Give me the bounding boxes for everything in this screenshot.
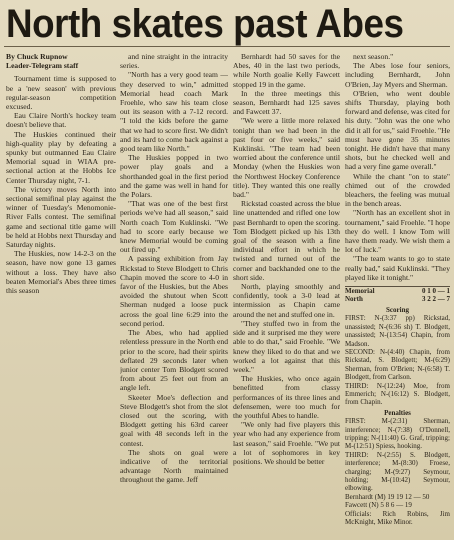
saves-entry: Bernhardt (M) 19 19 12 — 50 [345, 492, 430, 501]
paragraph: North, playing smoothly and confidently, took a 3-0 lead at intermission as Chapin came around the net and stuffed one in. [233, 282, 340, 319]
scoring-entry: SECOND: N-(4:40) Chapin, from Rickstad, S. Blodgett; M-(6:29) Sherman, from O'Brien; N-(6:58) T. Blodgett, from Carlson. [345, 347, 450, 382]
paragraph: next season." [353, 52, 394, 61]
score-team: North [345, 295, 363, 304]
paragraph: "That was one of the best first periods we've had all season," said North coach Tom Kuklinski. "We had to score early because we knew Memorial would be coming out fired up." [120, 199, 228, 255]
paragraph: "The team wants to go to state really bad," said Kuklinski. "They played like it tonight." [345, 254, 450, 282]
paragraph: The Abes, who had applied relentless pressure in the North end prior to the score, had their spirits deflated 29 seconds later when junior center Tom Blodgett scored from about 25 feet out from an angle left. [120, 328, 228, 393]
byline [6, 52, 116, 70]
paragraph: A passing exhibition from Jay Rickstad to Steve Blodgett to Chris Chapin moved the score to 4-0 in favor of the Huskies, but the Abes avoided the shutout when Scott Sherman nudged a loose puck across the goal line 6:29 into the second period. [120, 254, 228, 328]
paragraph: Rickstad coasted across the blue line unattended and rifled one low past Bernhardt to open the scoring. Tom Blodgett picked up his 13th goal of the season with a fine individual effort in which he twisted and turned out of the corner and backhanded one to the short side. [233, 199, 340, 282]
paragraph: "North has a very good team — they deserved to win," admitted Memorial head coach Mark Froehle, who saw his team close out its season with a 7-12 record. "I told the kids before the game that we had to score first. We didn't and its hard to come back against a good team like North." [120, 70, 228, 154]
score-periods: 0 1 0 — 1 [422, 287, 450, 296]
paragraph: "They stuffed two in from the side and it surprised me they were able to do that," said Froehle. "We knew they liked to do that and we worked a lot against that this week." [233, 318, 340, 374]
score-team: Memorial [345, 287, 375, 296]
paragraph: The shots on goal were indicative of the territorial advantage North maintained throughout the game. Jeff [120, 447, 228, 485]
paragraph: O'Brien, who went double shifts Thursday, playing both forward and defense, was cited for his duty. "John was the one who did it all for us," said Froehle. "He must have gone 35 minutes tonight. He didn't have that many shots, but he checked well and had a very fine game overall." [345, 88, 450, 172]
paragraph: Bernhardt had 50 saves for the Abes, 40 in the last two periods, while North goalie Kelly Fawcett stopped 19 in the game. [233, 52, 340, 89]
paragraph: "North has an excellent shot in tournament," said Froehle. "I hope they do well. I know Tom will have them ready. We wish them a lot of luck." [345, 208, 450, 255]
byline-author: By Chuck Rupnow [6, 52, 68, 61]
scoring-entry: FIRST: N-(3:37 pp) Rickstad, unassisted; N-(6:36 sh) T. Blodgett, unassisted; N-(13:54) Chapin, from Madson. [345, 314, 450, 348]
scoring-entry: THIRD: N-(12:24) Moe, from Emmerich; N-(16:12) S. Blodgett, from Chapin. [345, 381, 450, 407]
paragraph: and nine straight in the intracity series. [120, 52, 228, 71]
column-2 [120, 52, 228, 538]
score-periods: 3 2 2 — 7 [422, 295, 450, 304]
penalties-title: Penalties [384, 408, 411, 417]
paragraph: The Huskies continued their high-quality play by defeating a spunky but outmanned Eau Claire Memorial squad in WIAA pre-sectional action at the Hobbs Ice Center Thursday night, 7-1. [6, 129, 116, 185]
paragraph: In the three meetings this season, Bernhardt had 125 saves and Fawcett 37. [233, 88, 340, 117]
score-line [345, 287, 450, 295]
paragraph: The Abes lose four seniors, including Bernhardt, John O'Brien, Jay Myers and Sherman. [345, 61, 450, 89]
paragraph: Eau Claire North's hockey team doesn't believe that. [6, 111, 116, 130]
paragraph: Skeeter Moe's deflection and Steve Blodgett's shot from the slot closed out the scoring, with Blodgett getting his 63rd career goal with 48 seconds left in the contest. [120, 392, 228, 448]
paragraph: The Huskies, who once again benefitted from classy performances of its three lines and defensemen, were too much for the youthful Abes to handle. [233, 374, 340, 420]
paragraph: The Huskies, now 14-2-3 on the season, have now gone 13 games without a loss. They have also beaten Memorial's Abes three times this season [6, 249, 116, 296]
paragraph: The Huskies popped in two power play goals and a shorthanded goal in the first period and the game was well in hand for the Polars. [120, 153, 228, 200]
paragraph: "We only had five players this year who had any experience from last season," said Froehle. "We put a lot of sophomores in key positions. We should be better [233, 420, 340, 466]
column-4 [345, 52, 450, 538]
penalty-entry: FIRST: M-(2:31) Sherman, interference; N-(7:38) O'Donnell, tripping; N-(11:40) G. Graf, tripping; M-(12:51) Spiess, hooking. [345, 417, 450, 451]
score-line [345, 295, 450, 303]
byline-staff: Leader-Telegram staff [6, 61, 79, 71]
saves-entry: Fawcett (N) 5 8 6 — 19 [345, 501, 412, 510]
headline: North skates past Abes [6, 2, 404, 46]
scoring-title: Scoring [386, 305, 409, 314]
column-3 [233, 52, 340, 538]
paragraph: The victory moves North into sectional semifinal play against the winner of Tuesday's Menomonie-River Falls contest. The semifinal game and sectional title game will be held at Hobbs next Thursday and Saturday nights. [6, 184, 116, 250]
column-1 [6, 52, 116, 538]
paragraph: Tournament time is supposed to be a 'new season' with previous regular-season competition excused. [6, 74, 116, 112]
officials: Officials: Rich Robins, Jim McKnight, Mike Minor. [345, 509, 450, 527]
game-summary-box [345, 286, 450, 526]
headline-rule [4, 46, 450, 47]
paragraph: While the chant "on to state" chimed out of the crowded bleachers, the feeling was mutual in the bench areas. [345, 171, 450, 209]
penalty-entry: THIRD: N-(2:55) S. Blodgett, interference; M-(8:30) Froese, charging; M-(9:27) Seymour, holding; M-(10:42) Seymour, elbowing. [345, 450, 450, 493]
paragraph: "We were a little more relaxed tonight than we had been in the past four or five weeks," said Kuklinski. "The team had been worried about the conference until Monday (when the Huskies won the Northwest Hockey Conference title). They wanted this one really bad." [233, 116, 340, 200]
